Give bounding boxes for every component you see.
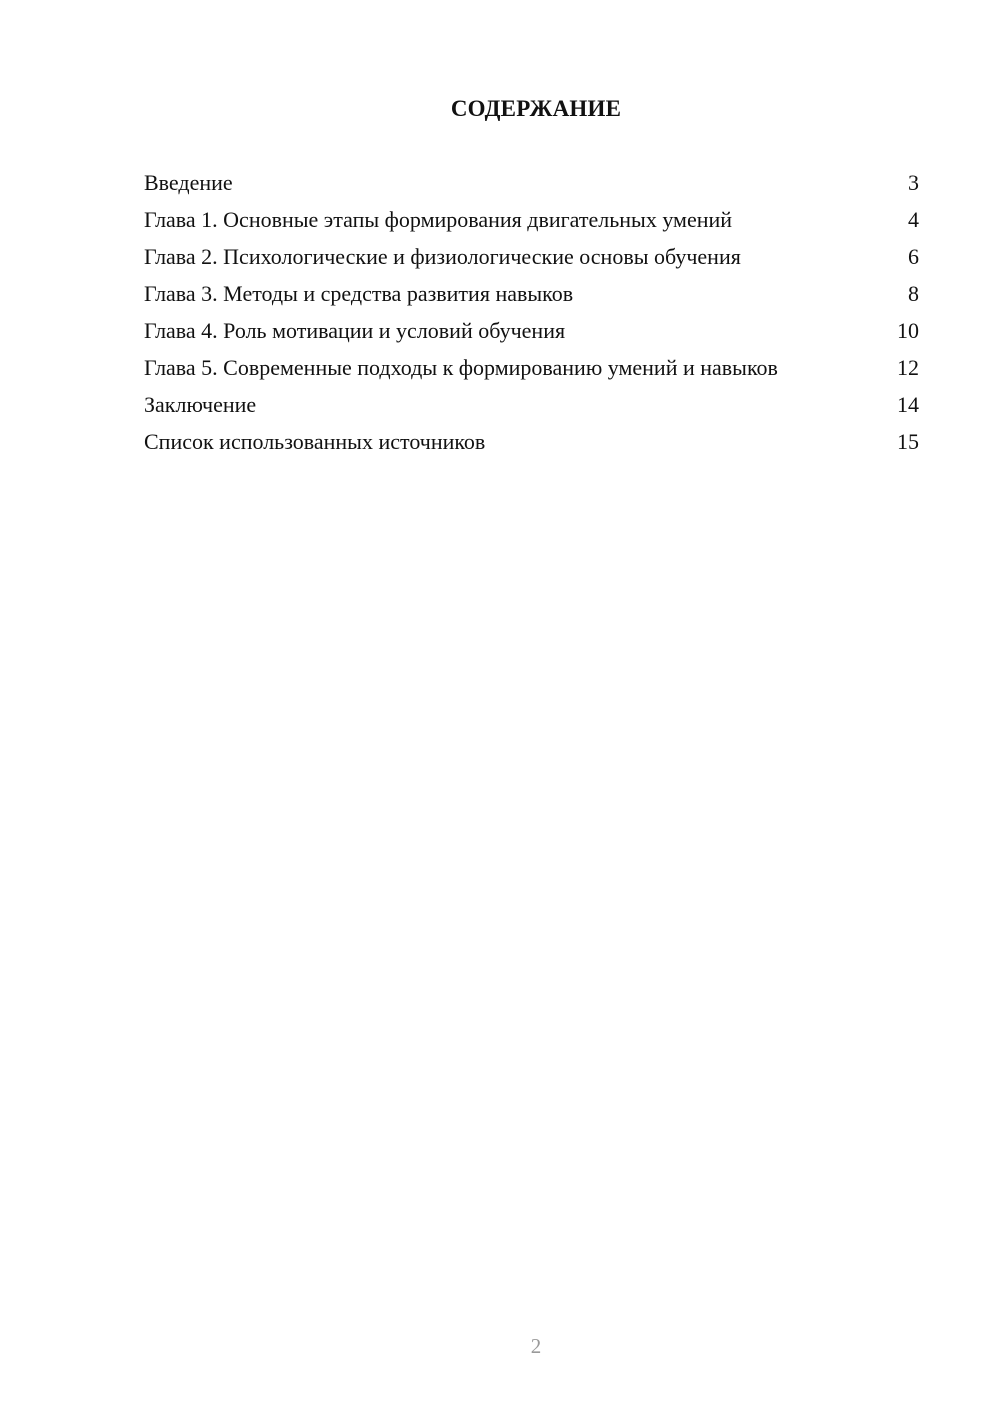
toc-entry-page: 6 (908, 244, 919, 269)
toc-entry-title: Введение (144, 170, 233, 195)
toc-entry-title: Список использованных источников (144, 429, 486, 454)
toc-entry-conclusion (144, 392, 919, 418)
toc-entry-page: 14 (897, 392, 919, 417)
toc-entry-title: Глава 5. Современные подходы к формированию умений и навыков (144, 355, 778, 380)
toc-entry-chapter-4 (144, 318, 919, 344)
toc-entry-page: 4 (908, 207, 919, 232)
toc-entry-title: Заключение (144, 392, 257, 417)
toc-entry-chapter-5 (144, 355, 919, 381)
toc-entry-chapter-2 (144, 244, 919, 270)
toc-entry-page: 8 (908, 281, 919, 306)
toc-entry-title: Глава 4. Роль мотивации и условий обучения (144, 318, 566, 343)
toc-entry-chapter-1 (144, 207, 919, 233)
toc-entry-page: 10 (897, 318, 919, 343)
toc-entry-references (144, 429, 919, 455)
toc-entry-title: Глава 1. Основные этапы формирования двигательных умений (144, 207, 733, 232)
table-of-contents (144, 170, 919, 466)
toc-entry-title: Глава 3. Методы и средства развития навыков (144, 281, 574, 306)
toc-entry-page: 3 (908, 170, 919, 195)
page-number: 2 (530, 1334, 542, 1358)
toc-entry-introduction (144, 170, 919, 196)
toc-heading: СОДЕРЖАНИЕ (450, 96, 622, 121)
toc-entry-chapter-3 (144, 281, 919, 307)
toc-entry-title: Глава 2. Психологические и физиологические основы обучения (144, 244, 741, 269)
toc-entry-page: 12 (897, 355, 919, 380)
toc-entry-page: 15 (897, 429, 919, 454)
